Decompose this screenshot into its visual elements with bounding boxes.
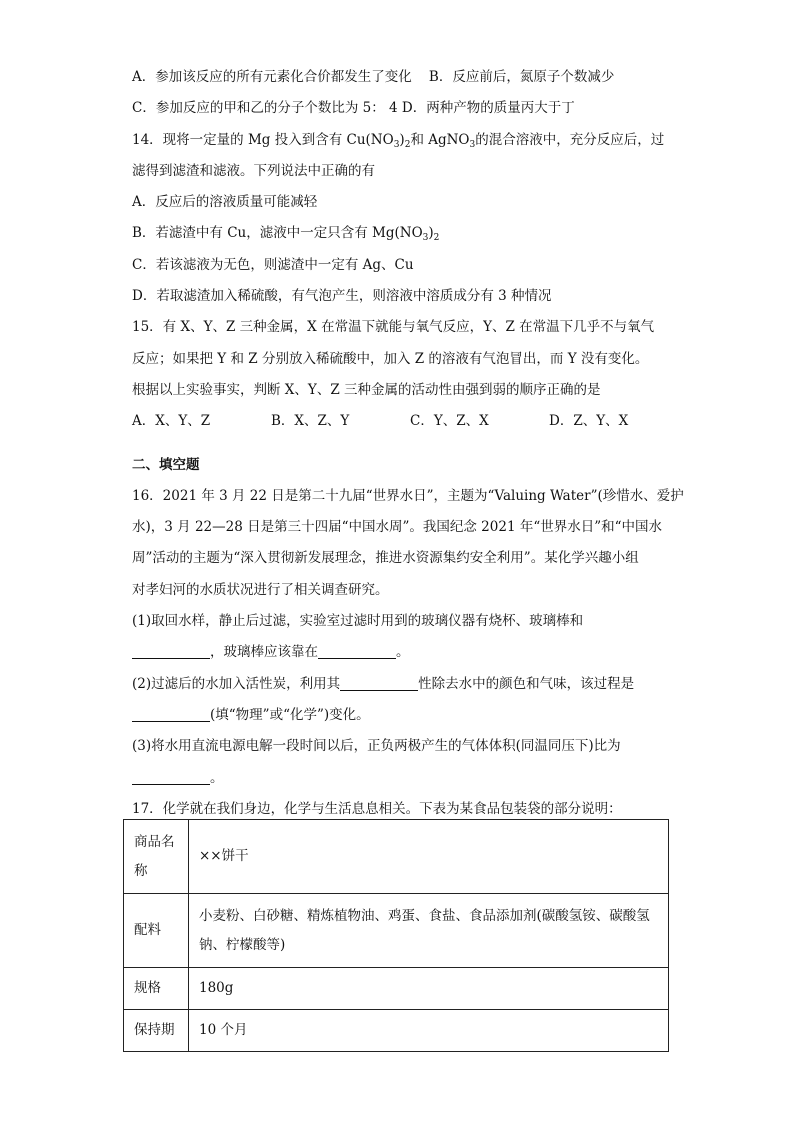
q15-stem-line3: 根据以上实验事实，判断 X、Y、Z 三种金属的活动性由强到弱的顺序正确的是 (132, 381, 601, 398)
q14-option-d: D．若取滤渣加入稀硫酸，有气泡产生，则溶液中溶质成分有 3 种情况 (132, 288, 552, 305)
q14-stem-line1 (132, 125, 672, 156)
q14-text: 的混合溶液中，充分反应后，过 (475, 131, 665, 148)
table-key-text: 商品名 (134, 833, 175, 850)
q16-part1-line1: (1)取回水样，静止后过滤，实验室过滤时用到的玻璃仪器有烧杯、玻璃棒和 (132, 613, 584, 630)
table-value-text: 180g (199, 980, 234, 996)
table-key-text: 配料 (134, 922, 161, 938)
q13-option-a: A．参加该反应的所有元素化合价都发生了变化 (132, 69, 412, 85)
q16-stem-line2: 水)，3 月 22—28 日是第三十四届“中国水周”。我国纪念 2021 年“世界水日”和“中国水 (132, 519, 663, 536)
table-value-text: 钠、柠檬酸等) (199, 936, 286, 953)
q14-option-b-text: B．若滤渣中有 Cu，滤液中一定只含有 Mg(NO (132, 225, 423, 242)
table-key-cell (124, 968, 189, 1010)
table-key-cell (124, 894, 189, 968)
q16-text: (2)过滤后的水加入活性炭，利用其 (132, 675, 341, 692)
q16-part3-line2 (132, 763, 672, 794)
q16-part3-line1: (3)将水用直流电源电解一段时间以后，正负两极产生的气体体积(同温同压下)比为 (132, 738, 621, 755)
q14-option-a: A．反应后的溶液质量可能减轻 (132, 194, 318, 211)
subscript: 2 (404, 139, 411, 150)
table-value-text: 小麦粉、白砂糖、精炼植物油、鸡蛋、食盐、食品添加剂(碳酸氢铵、碳酸氢 (199, 907, 650, 924)
table-value-text: ××饼干 (199, 848, 249, 864)
q16-stem-line1: 16．2021 年 3 月 22 日是第二十九届“世界水日”，主题为“Valuing Water”(珍惜水、爱护 (132, 487, 684, 504)
q16-stem-line3: 周”活动的主题为“深入贯彻新发展理念，推进水资源集约安全利用”。某化学兴趣小组 (132, 550, 639, 567)
q16-text: 性除去水中的颜色和气味，该过程是 (418, 675, 635, 692)
q15-option-b: B．X、Z、Y (271, 413, 350, 430)
table-key-cell (124, 1010, 189, 1052)
table-key-cell (124, 820, 189, 894)
table-row (124, 968, 669, 1010)
q16-part2-line1 (132, 669, 672, 700)
section-title: 二、填空题 (132, 456, 200, 473)
q16-text: ，玻璃棒应该靠在 (210, 644, 318, 661)
table-key-text: 称 (134, 862, 148, 879)
q16-text: 。 (210, 769, 224, 786)
q13-option-b: B．反应前后，氮原子个数减少 (428, 69, 615, 85)
q16-part2-line2 (132, 700, 672, 731)
answer-blank[interactable] (340, 674, 418, 691)
q16-stem-line4: 对孝妇河的水质状况进行了相关调查研究。 (132, 581, 389, 598)
table-row (124, 1010, 669, 1052)
subscript: 3 (422, 233, 429, 244)
subscript: 3 (469, 139, 476, 150)
q13-option-c: C．参加反应的甲和乙的分子个数比为 5： 4 (132, 100, 398, 117)
q15-stem-line2: 反应；如果把 Y 和 Z 分别放入稀硫酸中，加入 Z 的溶液有气泡冒出，而 Y 没有变化。 (132, 350, 649, 367)
q16-text: 。 (396, 644, 410, 661)
table-value-text: 10 个月 (199, 1022, 248, 1038)
q15-option-a: A．X、Y、Z (132, 413, 211, 430)
q13-options-ab (132, 62, 672, 93)
food-info-table (123, 819, 669, 1052)
q14-text: ) (399, 131, 405, 148)
q15-option-d: D．Z、Y、X (549, 413, 629, 430)
q14-option-b (132, 218, 672, 249)
q15-stem-line1: 15．有 X、Y、Z 三种金属，X 在常温下就能与氧气反应，Y、Z 在常温下几乎不与氧气 (132, 319, 655, 336)
exam-page (132, 62, 684, 825)
table-row (124, 820, 669, 894)
table-key-text: 保持期 (134, 1022, 175, 1038)
subscript: 2 (433, 233, 440, 244)
q16-text: (填“物理”或“化学”)变化。 (210, 706, 370, 723)
q15-option-c: C．Y、Z、X (410, 413, 489, 430)
answer-blank[interactable] (132, 768, 210, 785)
table-key-text: 规格 (134, 980, 161, 996)
answer-blank[interactable] (132, 705, 210, 722)
table-value-cell (189, 968, 669, 1010)
q14-text: 14．现将一定量的 Mg 投入到含有 Cu(NO (132, 131, 394, 148)
subscript: 3 (393, 139, 400, 150)
table-value-cell (189, 1010, 669, 1052)
q13-options-cd (132, 93, 672, 124)
q14-option-c: C．若该滤液为无色，则滤渣中一定有 Ag、Cu (132, 256, 414, 273)
table-row (124, 894, 669, 968)
q14-text: 和 AgNO (410, 131, 470, 148)
q17-stem-line1: 17．化学就在我们身边，化学与生活息息相关。下表为某食品包装袋的部分说明： (132, 800, 622, 817)
table-value-cell (189, 894, 669, 968)
q14-stem-line2: 滤得到滤渣和滤液。下列说法中正确的有 (132, 162, 375, 179)
q15-options (132, 406, 672, 437)
q13-option-d: D．两种产物的质量丙大于丁 (401, 100, 575, 117)
table-value-cell (189, 820, 669, 894)
answer-blank[interactable] (318, 642, 396, 659)
q14-option-b-text: ) (428, 225, 434, 242)
q16-part1-line2 (132, 637, 672, 668)
answer-blank[interactable] (132, 642, 210, 659)
